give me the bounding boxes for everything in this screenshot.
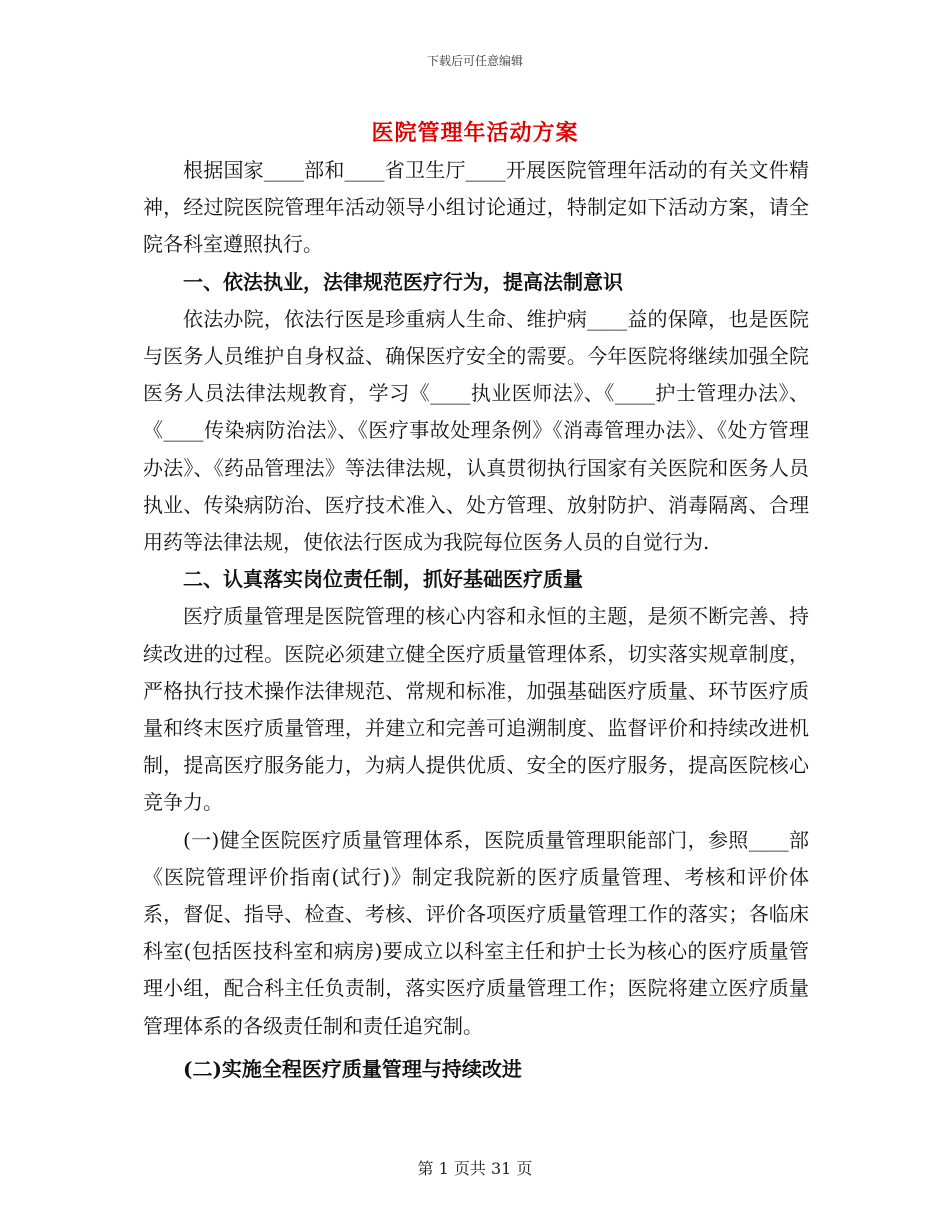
section-1-heading: 一、依法执业，法律规范医疗行为，提高法制意识 [183,269,623,294]
subsection-1-paragraph: (一)健全医院医疗质量管理体系，医院质量管理职能部门，参照____部《医院管理评价指南(试行)》制定我院新的医疗质量管理、考核和评价体系，督促、指导、检查、考核、评价各项医疗质量管理工作的落实；各临床科室(包括医技科室和病房)要成立以科室主任和护士长为核心的医疗质量管理小组，配合科主任负责制，落实医疗质量管理工作；医院将建立医疗质量管理体系的各级责任制和责任追究制。 [143,827,809,1038]
section-2-heading: 二、认真落实岗位责任制，抓好基础医疗质量 [183,567,583,592]
document-title: 医院管理年活动方案 [371,120,579,146]
section-1-paragraph: 依法办院，依法行医是珍重病人生命、维护病____益的保障，也是医院与医务人员维护自身权益、确保医疗安全的需要。今年医院将继续加强全院医务人员法律法规教育，学习《____执业医师法》、《____护士管理办法》、《____传染病防治法》、《医疗事故处理条例》《消毒管理办法》、《处方管理办法》、《药品管理法》等法律法规，认真贯彻执行国家有关医院和医务人员执业、传染病防治、医疗技术准入、处方管理、放射防护、消毒隔离、合理用药等法律法规，使依法行医成为我院每位医务人员的自觉行为. [143,306,809,555]
page-header-note: 下载后可任意编辑 [426,54,523,68]
section-2-paragraph: 医疗质量管理是医院管理的核心内容和永恒的主题，是须不断完善、持续改进的过程。医院必须建立健全医疗质量管理体系，切实落实规章制度，严格执行技术操作法律规范、常规和标准，加强基础医疗质量、环节医疗质量和终末医疗质量管理，并建立和完善可追溯制度、监督评价和持续改进机制，提高医疗服务能力，为病人提供优质、安全的医疗服务，提高医院核心竞争力。 [143,604,809,815]
intro-paragraph: 根据国家____部和____省卫生厅____开展医院管理年活动的有关文件精神，经过院医院管理年活动领导小组讨论通过，特制定如下活动方案，请全院各科室遵照执行。 [143,158,809,257]
document-body [143,152,809,1088]
subsection-2-heading: (二)实施全程医疗质量管理与持续改进 [183,1056,522,1081]
page-number-footer: 第 1 页共 31 页 [417,1159,533,1178]
